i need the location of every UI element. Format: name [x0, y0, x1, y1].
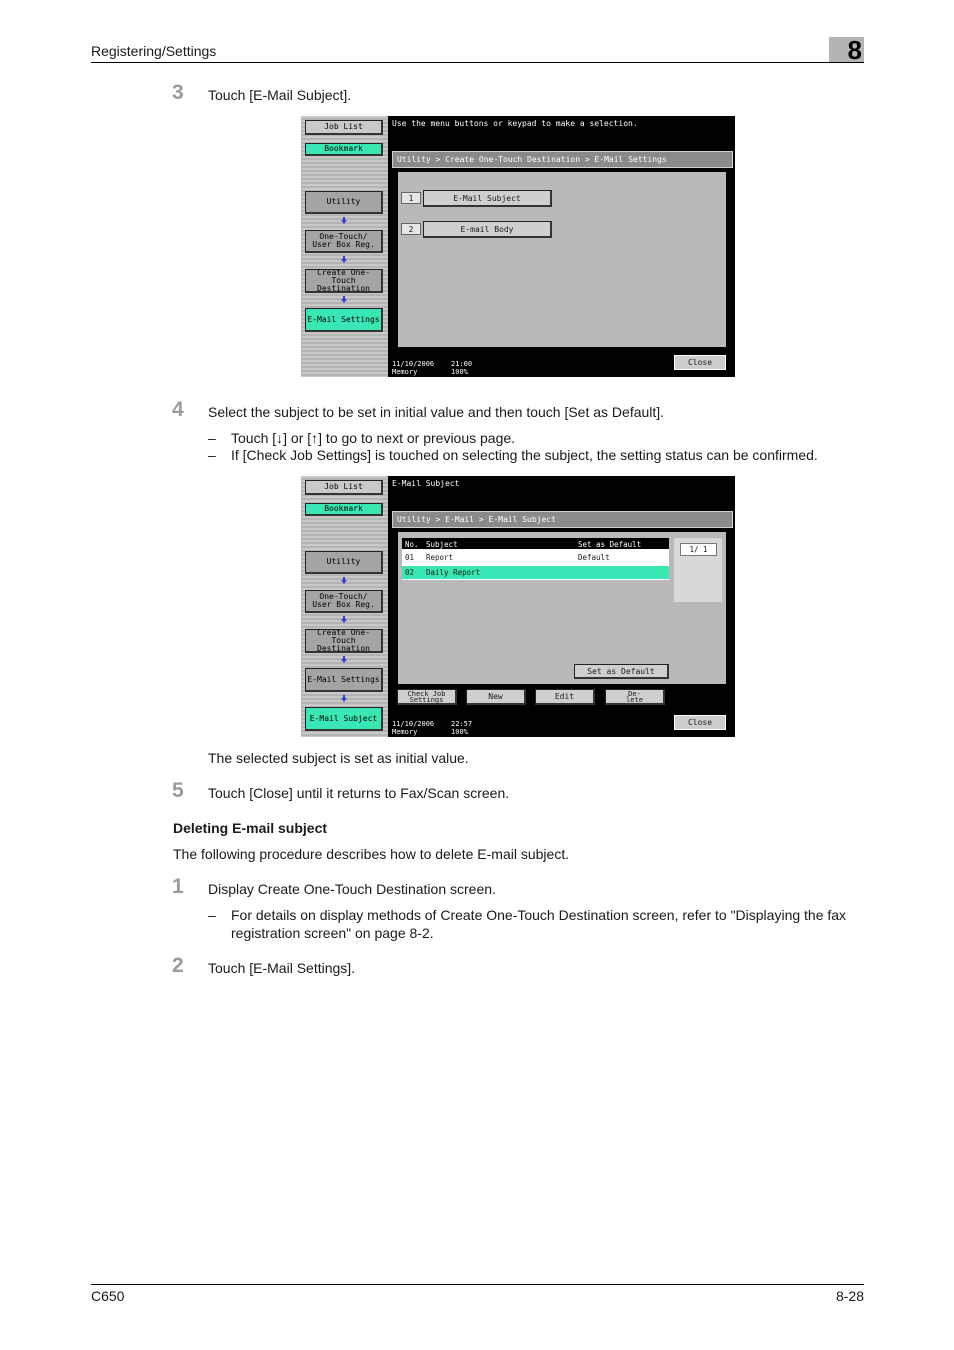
email-settings-button[interactable]: E-Mail Settings — [305, 308, 383, 332]
check-job-settings-button[interactable]: Check Job Settings — [397, 689, 457, 705]
down-arrow-icon — [341, 616, 347, 623]
create-one-touch-button[interactable]: Create One-Touch Destination — [305, 629, 383, 653]
table-row-selected[interactable]: 02 Daily Report — [402, 566, 669, 579]
email-subject-button[interactable]: E-Mail Subject — [423, 190, 552, 207]
item-number: 1 — [401, 192, 421, 204]
step-5-text: Touch [Close] until it returns to Fax/Scan screen. — [208, 785, 510, 801]
down-arrow-icon — [341, 656, 347, 663]
step-2-text: Touch [E-Mail Settings]. — [208, 960, 356, 976]
footer-model: C650 — [91, 1288, 125, 1304]
delete-button[interactable]: De- lete — [605, 689, 665, 705]
new-button[interactable]: New — [466, 689, 526, 705]
utility-button[interactable]: Utility — [305, 191, 383, 214]
screenshot-email-subject — [301, 476, 735, 737]
down-arrow-icon — [341, 296, 347, 303]
page-counter: 1/ 1 — [680, 543, 717, 556]
chapter-badge — [829, 35, 864, 65]
step-2-number: 2 — [172, 954, 184, 977]
subject-table — [402, 538, 669, 580]
edit-button[interactable]: Edit — [535, 689, 595, 705]
section-title: Deleting E-mail subject — [173, 820, 328, 836]
page-header — [91, 35, 864, 65]
screen-title: E-Mail Subject — [392, 479, 460, 488]
breadcrumb: Utility > Create One-Touch Destination > E-Mail Settings — [392, 151, 733, 168]
status-memory-label: Memory — [392, 728, 418, 736]
status-date: 11/10/2006 — [392, 720, 435, 728]
down-arrow-icon — [341, 217, 347, 224]
step-4-number: 4 — [172, 398, 184, 421]
step-3-number: 3 — [172, 81, 184, 104]
chapter-number: 8 — [847, 35, 862, 65]
step-3-text: Touch [E-Mail Subject]. — [208, 87, 352, 103]
status-date-memory — [392, 720, 472, 736]
step-5-number: 5 — [172, 779, 184, 802]
email-subject-button[interactable]: E-Mail Subject — [305, 707, 383, 731]
header-section-title: Registering/Settings — [91, 43, 217, 59]
step-1-number: 1 — [172, 875, 184, 898]
set-as-default-button[interactable]: Set as Default — [574, 664, 669, 679]
utility-button[interactable]: Utility — [305, 551, 383, 574]
status-time: 21:00 — [451, 360, 473, 368]
table-row[interactable]: 01 Report Default — [405, 553, 610, 562]
job-list-button[interactable]: Job List — [305, 120, 383, 135]
bookmark-button[interactable]: Bookmark — [305, 143, 383, 156]
step-4-result: The selected subject is set as initial value. — [208, 750, 469, 766]
step-1-bullet: – For details on display methods of Create One-Touch Destination screen, refer to "Displaying the fax registration screen" on page 8-2. — [208, 907, 847, 941]
status-memory-value: 100% — [451, 368, 468, 376]
down-arrow-icon — [341, 256, 347, 263]
breadcrumb: Utility > E-Mail > E-Mail Subject — [392, 511, 733, 528]
step-4-bullet-2: – If [Check Job Settings] is touched on selecting the subject, the setting status can be confirmed. — [208, 447, 818, 463]
email-body-button[interactable]: E-mail Body — [423, 221, 552, 238]
step-4-text: Select the subject to be set in initial value and then touch [Set as Default]. — [208, 404, 665, 420]
instruction-message: Use the menu buttons or keypad to make a selection. — [392, 119, 638, 128]
job-list-button[interactable]: Job List — [305, 480, 383, 495]
page-footer — [91, 1284, 864, 1304]
footer-page-number: 8-28 — [835, 1288, 864, 1304]
create-one-touch-button[interactable]: Create One-Touch Destination — [305, 269, 383, 293]
status-memory-value: 100% — [451, 728, 468, 736]
one-touch-button[interactable]: One-Touch/ User Box Reg. — [305, 590, 383, 613]
table-header: No. Subject Set as Default — [402, 538, 669, 549]
down-arrow-icon — [341, 695, 347, 702]
bookmark-button[interactable]: Bookmark — [305, 503, 383, 516]
close-button[interactable]: Close — [674, 355, 726, 370]
one-touch-button[interactable]: One-Touch/ User Box Reg. — [305, 230, 383, 253]
email-settings-button[interactable]: E-Mail Settings — [305, 668, 383, 692]
section-intro: The following procedure describes how to delete E-mail subject. — [173, 846, 570, 862]
item-number: 2 — [401, 223, 421, 235]
status-date-memory — [392, 360, 472, 376]
status-memory-label: Memory — [392, 368, 418, 376]
step-4-bullet-1: – Touch [↓] or [↑] to go to next or previous page. — [208, 430, 516, 446]
status-date: 11/10/2006 — [392, 360, 435, 368]
status-time: 22:57 — [451, 720, 473, 728]
down-arrow-icon — [341, 577, 347, 584]
close-button[interactable]: Close — [674, 715, 726, 730]
screenshot-email-settings — [301, 116, 735, 377]
step-1-text: Display Create One-Touch Destination screen. — [208, 881, 496, 897]
